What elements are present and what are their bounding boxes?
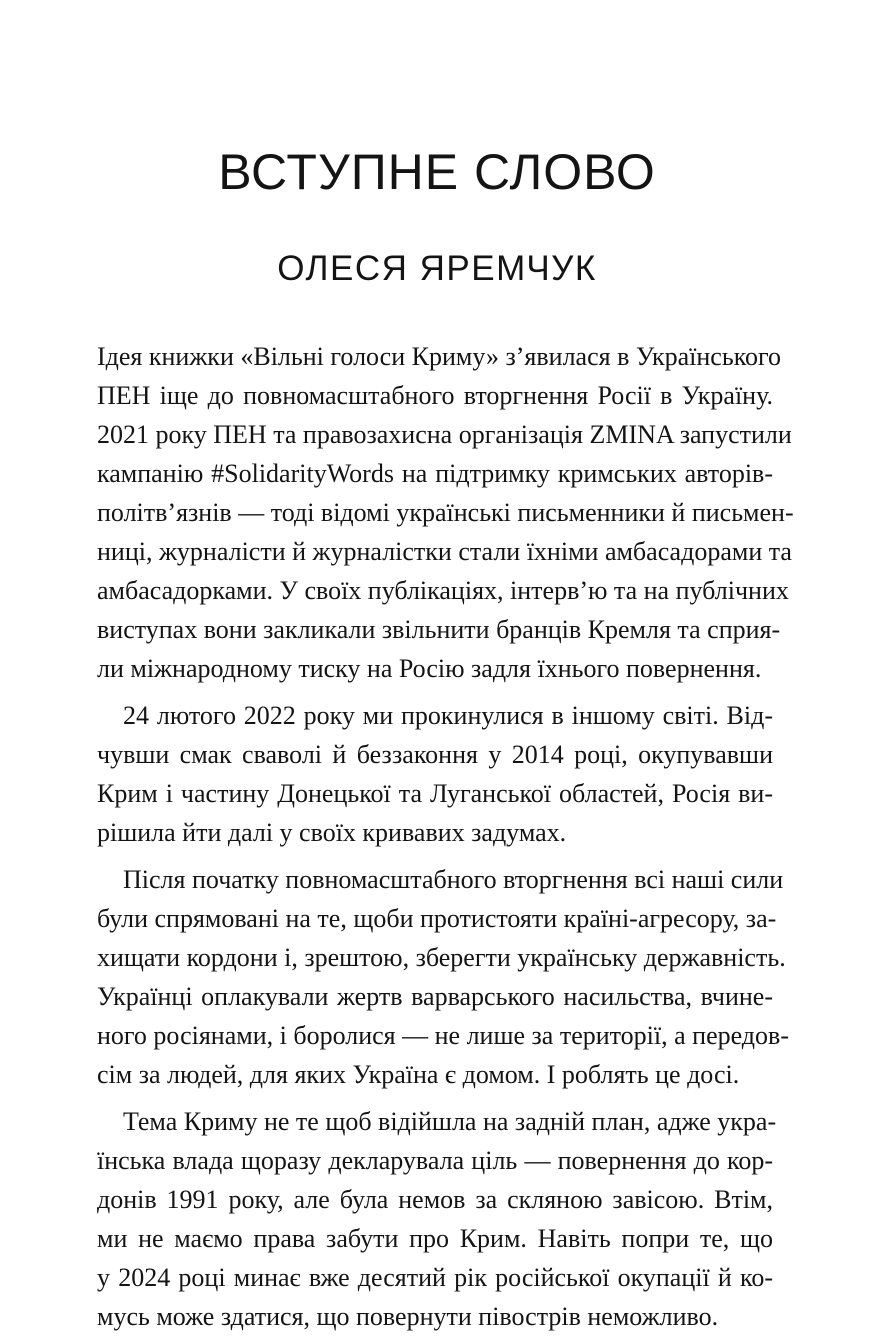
text-line: амбасадорками. У своїх публікаціях, інтерв’ю та на публічних (97, 576, 789, 605)
text-line: Українці оплакували жертв варварського насильства, вчине- (97, 982, 773, 1011)
paragraph-3 (97, 860, 789, 1094)
text-line: чувши смак сваволі й беззаконня у 2014 році, окупувавши (97, 740, 773, 769)
text-line: ми не маємо права забути про Крим. Навіть попри те, що (97, 1224, 773, 1253)
text-line: ниці, журналісти й журналістки стали їхніми амбасадорами та (97, 537, 792, 566)
paragraph-1 (97, 337, 794, 688)
text-line: Тема Криму не те щоб відійшла на задній план, адже укра- (123, 1107, 777, 1136)
text-line: донів 1991 року, але була немов за скляною завісою. Втім, (97, 1185, 773, 1214)
text-line: 2021 року ПЕН та правозахисна організація ZMINA запустили (97, 420, 792, 449)
text-line: хищати кордони і, зрештою, зберегти українську державність. (97, 943, 786, 972)
body-text (97, 337, 794, 1344)
text-line: мусь може здатися, що повернути півострів неможливо. (97, 1302, 719, 1331)
text-line: були спрямовані на те, щоби протистояти країні-агресору, за- (97, 904, 777, 933)
text-line: у 2024 році минає вже десятий рік російської окупації й ко- (97, 1263, 773, 1292)
text-line: ПЕН іще до повномасштабного вторгнення Росії в Україну. (97, 381, 773, 410)
text-line: Після початку повномасштабного вторгнення всі наші сили (123, 865, 784, 894)
text-line: їнська влада щоразу декларувала ціль — повернення до кор- (97, 1146, 773, 1175)
text-line: сім за людей, для яких Україна є домом. І роблять це досі. (97, 1060, 740, 1089)
text-line: рішила йти далі у своїх кривавих задумах. (97, 818, 567, 847)
text-line: ли міжнародному тиску на Росію задля їхнього повернення. (97, 654, 762, 683)
text-line: ного росіянами, і боролися — не лише за території, а передов- (97, 1021, 789, 1050)
paragraph-4 (97, 1102, 777, 1336)
text-line: Крим і частину Донецької та Луганської областей, Росія ви- (97, 779, 773, 808)
text-line: кампанію #SolidarityWords на підтримку кримських авторів- (97, 459, 773, 488)
text-line: виступах вони закликали звільнити бранців Кремля та сприя- (97, 615, 781, 644)
chapter-author: ОЛЕСЯ ЯРЕМЧУК (277, 249, 597, 288)
text-line: політв’язнів — тоді відомі українські письменники й письмен- (97, 498, 794, 527)
text-line: 24 лютого 2022 року ми прокинулися в іншому світі. Від- (123, 701, 773, 730)
chapter-title: ВСТУПНЕ СЛОВО (218, 144, 656, 200)
paragraph-2 (97, 696, 773, 852)
text-line: Ідея книжки «Вільні голоси Криму» з’явилася в Українського (97, 342, 782, 371)
